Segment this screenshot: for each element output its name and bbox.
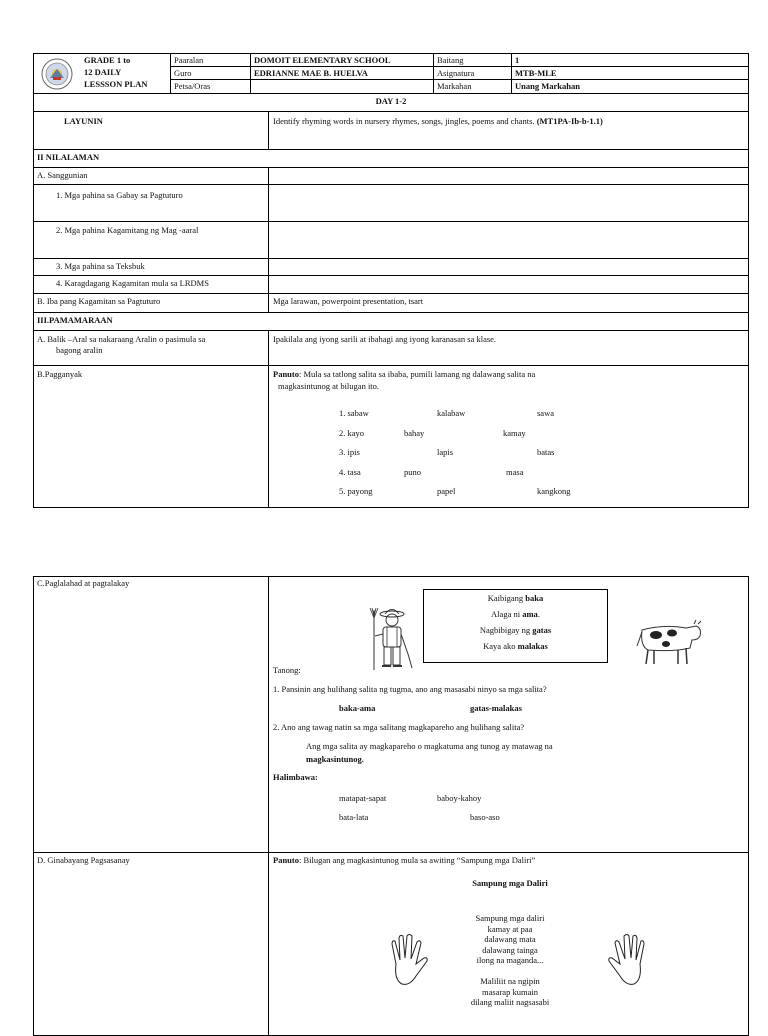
day-label: DAY 1-2 — [375, 96, 407, 106]
poem-line — [423, 610, 608, 619]
example-1a: matapat-sapat — [339, 793, 387, 803]
halimbawa-label: Halimbawa: — [273, 772, 318, 782]
song-line: masarap kumain — [482, 986, 538, 997]
hand-icon — [386, 934, 432, 990]
d-panuto-text: : Bilugan ang magkasintunog mula sa awiting “Sampung mga Daliri” — [298, 855, 536, 865]
pagganyak-instruction-line2: magkasintunog at bilugan ito. — [278, 381, 380, 391]
song-line: dalawang mata — [484, 934, 536, 944]
iba-label: B. Iba pang Kagamitan sa Pagtuturo — [37, 296, 161, 306]
d-panuto-label: Panuto — [273, 855, 299, 865]
example-1b: baboy-kahoy — [437, 793, 482, 803]
song-line: dalawang tainga — [482, 944, 538, 955]
doc-title-line3: LESSSON PLAN — [84, 79, 148, 89]
subject-value: MTB-MLE — [515, 68, 557, 78]
poem-rhyme-word: ama — [522, 609, 538, 619]
answer-2-line1: Ang mga salita ay magkapareho o magkatuma ang tunog ay matawag na — [306, 741, 553, 751]
ginabayang-label: D. Ginabayang Pagsasanay — [37, 855, 130, 865]
word-choice: 2. kayo — [339, 427, 365, 438]
cow-icon — [634, 618, 704, 668]
deped-seal-icon — [41, 58, 73, 90]
example-2b: baso-aso — [470, 812, 500, 822]
word-choice: 1. sabaw — [339, 408, 369, 418]
word-choice: 5. payong — [339, 486, 373, 496]
word-choice: papel — [437, 486, 456, 496]
teacher-value: EDRIANNE MAE B. HUELVA — [254, 68, 368, 78]
teacher-label: Guro — [174, 68, 192, 78]
nilalaman-heading: II NILALAMAN — [37, 152, 100, 162]
reference-item-4: 4. Karagdagang Kagamitan mula sa LRDMS — [56, 278, 209, 288]
answer-1b: gatas-malakas — [470, 703, 522, 713]
grade-label: Baitang — [437, 55, 464, 65]
pamamaraan-heading: III.PAMAMARAAN — [37, 315, 113, 325]
layunin-code: (MT1PA-Ib-b-1.1) — [536, 116, 603, 126]
tanong-label: Tanong: — [273, 665, 301, 675]
word-choice: masa — [506, 466, 524, 477]
pagganyak-label: B.Pagganyak — [37, 369, 83, 379]
poem-text: Kaibigang — [487, 593, 526, 603]
word-choice: batas — [537, 447, 555, 457]
doc-title-line2: 12 DAILY — [84, 67, 122, 77]
iba-value: Mga larawan, powerpoint presentation, tsart — [273, 296, 424, 306]
poem-text: Alaga ni — [491, 609, 523, 619]
question-2: 2. Ano ang tawag natin sa mga salitang magkapareho ang hulihang salita? — [273, 722, 525, 732]
word-choice: kamay — [503, 427, 526, 438]
hand-icon — [604, 934, 650, 990]
word-choice: lapis — [437, 447, 454, 457]
layunin-objective: Identify rhyming words in nursery rhymes, songs, jingles, poems and chants. — [273, 116, 535, 126]
farmer-icon — [364, 606, 416, 672]
answer-2-line2 — [306, 755, 364, 764]
song-line: kamay at paa — [487, 923, 533, 934]
grade-value: 1 — [515, 55, 520, 65]
poem-rhyme-word: baka — [525, 593, 544, 603]
balik-aral-label-line1: A. Balik –Aral sa nakaraang Aralin o pasimula sa — [37, 334, 206, 344]
poem-line — [423, 642, 608, 651]
quarter-label: Markahan — [437, 81, 472, 91]
doc-title-line1: GRADE 1 to — [84, 55, 131, 65]
ginabayang-instruction — [273, 856, 535, 865]
date-label: Petsa/Oras — [174, 81, 211, 91]
song-line: dilang maliit nagsasabi — [470, 997, 550, 1007]
paglalahad-label: C.Paglalahad at pagtalakay — [37, 578, 130, 588]
layunin-text — [273, 117, 603, 126]
quarter-value: Unang Markahan — [515, 81, 580, 91]
word-choice: puno — [404, 466, 421, 477]
answer-2-period: . — [361, 754, 364, 764]
balik-aral-value: Ipakilala ang iyong sarili at ibahagi ang iyong karanasan sa klase. — [273, 334, 497, 344]
word-choice: 3. ipis — [339, 447, 360, 457]
song-line: Sampung mga daliri — [475, 913, 545, 923]
school-label: Paaralan — [174, 55, 204, 65]
poem-punct: . — [537, 609, 540, 619]
poem-text: Kaya ako — [483, 641, 518, 651]
school-value: DOMOIT ELEMENTARY SCHOOL — [254, 55, 391, 65]
poem-line — [423, 626, 608, 635]
word-choice: 4. tasa — [339, 466, 361, 477]
layunin-label: LAYUNIN — [64, 116, 103, 126]
word-choice: kalabaw — [437, 408, 466, 418]
sanggunian-label: A. Sanggunian — [37, 170, 88, 180]
poem-line — [423, 594, 608, 603]
answer-1a: baka-ama — [339, 703, 376, 713]
balik-aral-label-line2: bagong aralin — [56, 345, 103, 355]
poem-rhyme-word: gatas — [532, 625, 552, 635]
word-choice: sawa — [537, 408, 554, 418]
pagganyak-instruction — [273, 370, 535, 379]
subject-label: Asignatura — [437, 68, 475, 78]
word-choice: kangkong — [537, 486, 571, 496]
song-line: ilong na maganda... — [476, 955, 544, 965]
reference-item-3: 3. Mga pahina sa Teksbuk — [56, 261, 145, 271]
example-2a: bata-lata — [339, 812, 369, 822]
panuto-text: : Mula sa tatlong salita sa ibaba, pumili lamang ng dalawang salita na — [298, 369, 536, 379]
question-1: 1. Pansinin ang hulihang salita ng tugma, ano ang masasabi ninyo sa mga salita? — [273, 684, 547, 694]
poem-text: Nagbibigay ng — [479, 625, 533, 635]
song-line: Maliliit na ngipin — [480, 976, 540, 986]
panuto-label: Panuto — [273, 369, 299, 379]
answer-2-term: magkasintunog — [306, 754, 362, 764]
reference-item-2: 2. Mga pahina Kagamitang ng Mag -aaral — [56, 225, 199, 235]
reference-item-1: 1. Mga pahina sa Gabay sa Pagtuturo — [56, 190, 183, 200]
word-choice: bahay — [404, 427, 425, 438]
song-title: Sampung mga Daliri — [472, 878, 548, 888]
poem-rhyme-word: malakas — [517, 641, 548, 651]
